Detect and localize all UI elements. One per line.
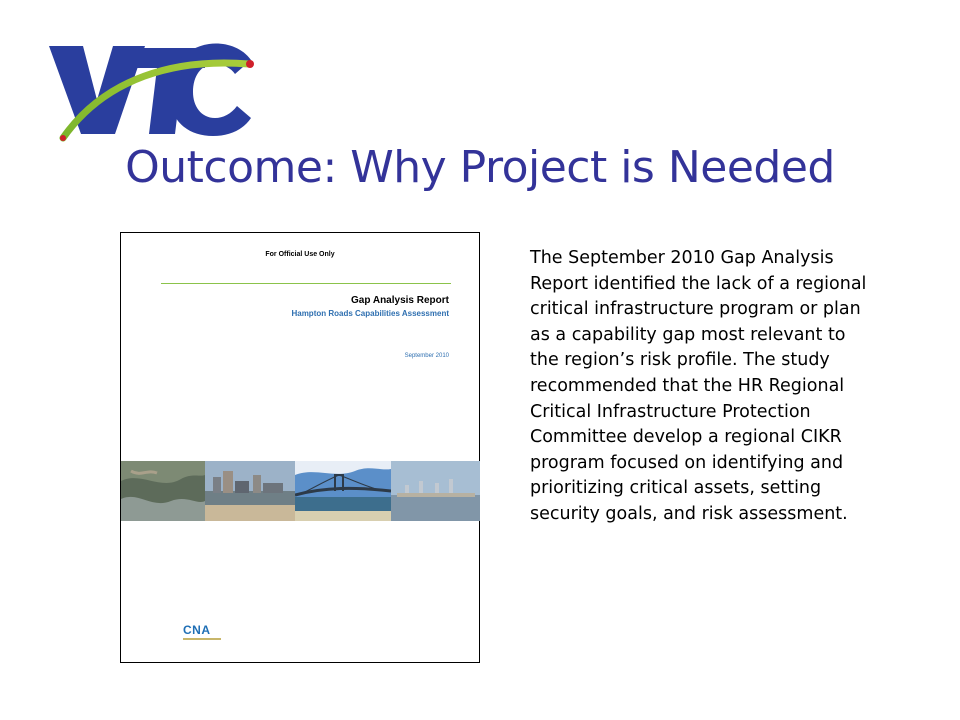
photo-city-waterfront	[205, 461, 295, 521]
report-date: September 2010	[404, 353, 449, 359]
report-subtitle: Hampton Roads Capabilities Assessment	[291, 309, 449, 318]
logo-dot-red	[246, 60, 254, 68]
body-paragraph: The September 2010 Gap Analysis Report identified the lack of a regional critical infrastructure program or plan as a capability gap most relevant to the region’s risk profile. The study recommended that the HR Regional Critical Infrastructure Protection Committee develop a regional CIKR program focused on identifying and prioritizing critical assets, setting security goals, and risk assessment.	[530, 248, 867, 524]
report-classification: For Official Use Only	[265, 251, 335, 258]
report-cover-image	[120, 232, 480, 663]
report-title: Gap Analysis Report	[351, 295, 449, 306]
photo-aerial-coast	[121, 461, 205, 521]
cna-tagline-rule	[183, 638, 221, 640]
vtc-logo	[45, 38, 257, 146]
report-divider	[161, 283, 451, 284]
slide-title: Outcome: Why Project is Needed	[125, 142, 835, 193]
report-photo-strip	[121, 461, 480, 521]
logo-letter-v	[49, 46, 145, 134]
cna-logo: CNA	[183, 623, 211, 637]
photo-bridge	[295, 461, 391, 521]
photo-port	[391, 461, 480, 521]
